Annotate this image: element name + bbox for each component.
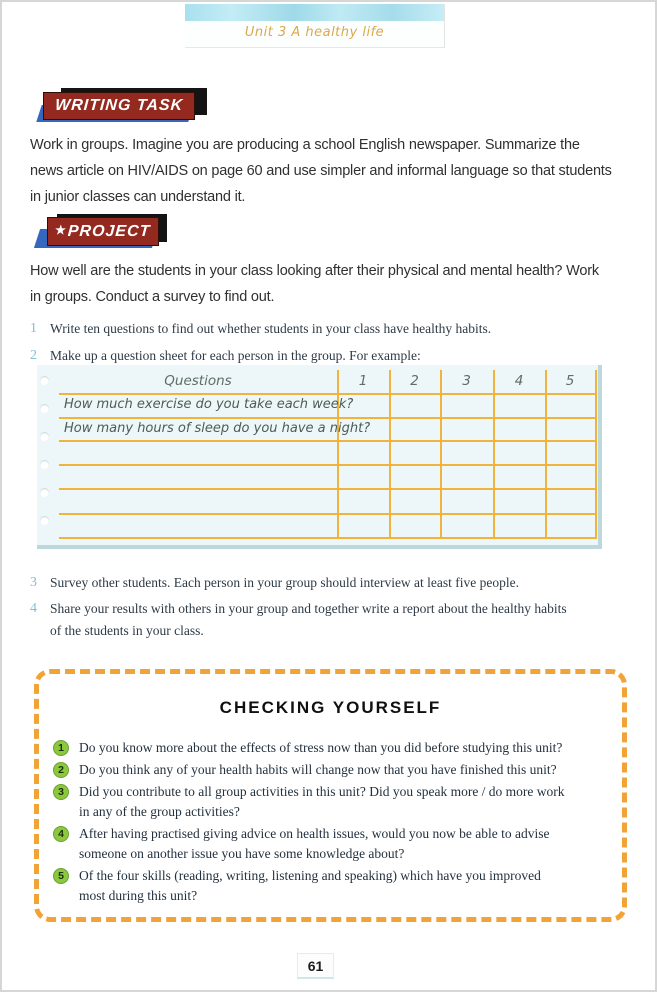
survey-card: [37, 365, 602, 549]
check-item-text: Do you know more about the effects of stress now than you did before studying this unit?: [79, 740, 563, 755]
project-intro: How well are the students in your class looking after their physical and mental health? Work in groups. Conduct a survey to find out.: [30, 263, 599, 305]
check-item-text: most during this unit?: [79, 888, 198, 903]
check-item: [53, 738, 608, 758]
checking-yourself-title: CHECKING YOURSELF: [219, 698, 442, 717]
table-gridline: [440, 370, 442, 539]
project-step: [30, 598, 567, 642]
table-gridline: [59, 417, 596, 419]
table-row-text: How much exercise do you take each week?: [64, 397, 354, 412]
checking-yourself-box: [34, 669, 627, 922]
table-gridline: [59, 513, 596, 515]
table-gridline: [389, 370, 391, 539]
table-gridline: [595, 370, 597, 539]
check-item-text: Do you think any of your health habits will change now that you have finished this unit?: [79, 762, 557, 777]
table-gridline: [59, 440, 596, 442]
table-gridline: [59, 488, 596, 490]
step-text: of the students in your class.: [50, 623, 204, 638]
table-col-header: 4: [514, 373, 524, 389]
unit-title: Unit 3 A healthy life: [244, 25, 385, 40]
writing-task-heading: WRITING TASK: [54, 97, 184, 114]
page-number: 61: [297, 953, 334, 979]
table-col-header: 2: [410, 373, 419, 389]
item-number-badge: 2: [53, 762, 69, 778]
table-gridline: [337, 370, 339, 539]
check-item: [53, 782, 608, 822]
table-gridline: [59, 393, 596, 395]
badge-red-plate: [43, 92, 195, 120]
table-col-header: 1: [358, 373, 368, 389]
step-number: 3: [30, 575, 37, 590]
project-step: [30, 572, 519, 594]
step-number: 2: [30, 348, 37, 363]
star-icon: ★: [54, 222, 68, 237]
table-gridline: [59, 464, 596, 466]
project-step: [30, 345, 421, 367]
check-item-text: in any of the group activities?: [79, 804, 240, 819]
step-text: Make up a question sheet for each person in the group. For example:: [50, 348, 421, 363]
checking-yourself-list: [53, 738, 608, 906]
badge-red-plate: [47, 217, 159, 246]
check-item: [53, 760, 608, 780]
banner-cyan-strip: [185, 4, 444, 21]
item-number-badge: 5: [53, 868, 69, 884]
table-gridline: [545, 370, 547, 539]
item-number-badge: 4: [53, 826, 69, 842]
project-heading: ★PROJECT: [54, 222, 152, 240]
table-gridline: [59, 537, 596, 539]
step-text: Write ten questions to find out whether students in your class have healthy habits.: [50, 321, 492, 336]
step-text: Survey other students. Each person in your group should interview at least five people.: [50, 575, 520, 590]
hole-punch: [40, 376, 49, 385]
hole-punch: [40, 488, 49, 497]
hole-punch: [40, 460, 49, 469]
step-number: 1: [30, 321, 37, 336]
check-item-text: Did you contribute to all group activities in this unit? Did you speak more / do more work: [79, 784, 565, 799]
check-item: [53, 824, 608, 864]
writing-task-body: Work in groups. Imagine you are producing a school English newspaper. Summarize the news article on HIV/AIDS on page 60 and use simpler and informal language so that students in junior classes can understand it.: [30, 137, 612, 205]
step-number: 4: [30, 601, 37, 616]
check-item-text: After having practised giving advice on health issues, would you now be able to advise: [79, 826, 550, 841]
check-item-text: someone on another issue you have some knowledge about?: [79, 846, 405, 861]
item-number-badge: 3: [53, 784, 69, 800]
hole-punch: [40, 516, 49, 525]
writing-task-badge: [35, 88, 215, 128]
table-header-questions: Questions: [164, 373, 232, 389]
step-text: Share your results with others in your group and together write a report about the healthy habits: [50, 601, 567, 616]
check-item-text: Of the four skills (reading, writing, listening and speaking) which have you improved: [79, 868, 541, 883]
table-col-header: 3: [462, 373, 471, 389]
item-number-badge: 1: [53, 740, 69, 756]
project-step: [30, 318, 491, 340]
unit-banner: [185, 4, 445, 48]
hole-punch: [40, 432, 49, 441]
table-row-text: How many hours of sleep do you have a night?: [64, 421, 371, 436]
table-col-header: 5: [565, 373, 575, 389]
project-badge: [35, 214, 185, 254]
table-gridline: [493, 370, 495, 539]
hole-punch: [40, 404, 49, 413]
check-item: [53, 866, 608, 906]
